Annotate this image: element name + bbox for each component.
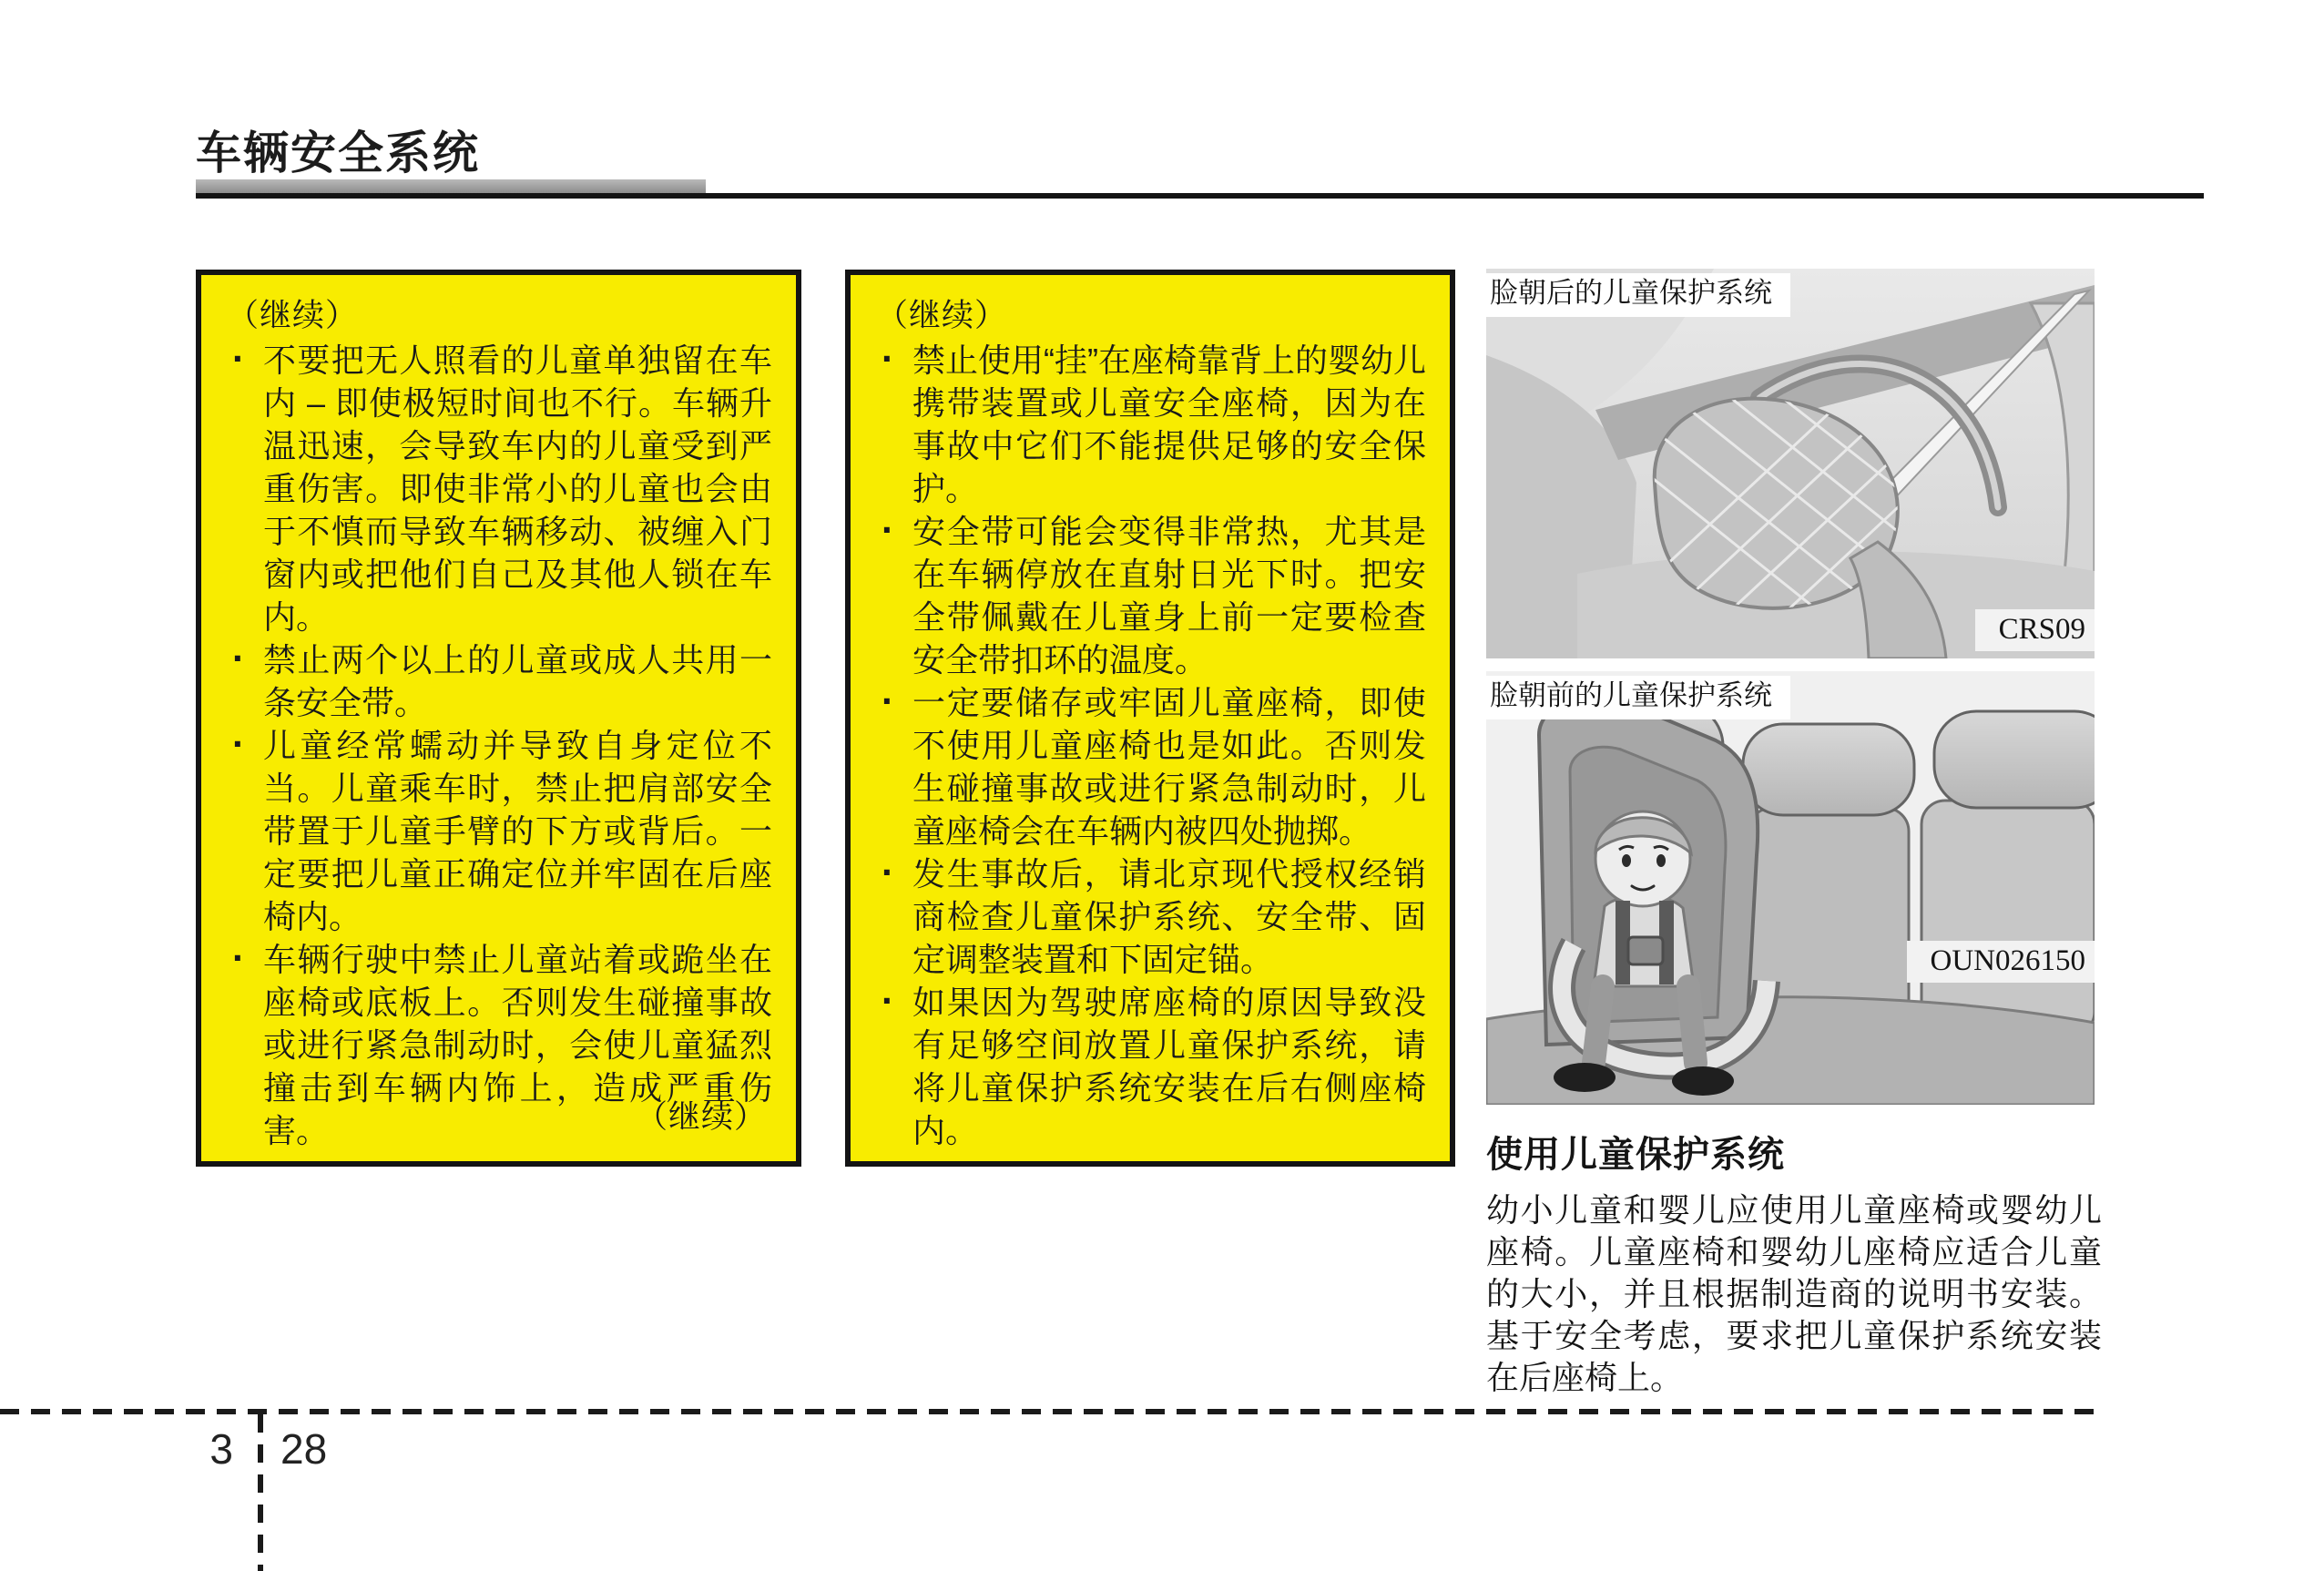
warning1-continued-bottom: （继续） [635, 1099, 767, 1135]
figure-rear-facing-child-seat [1486, 269, 2095, 658]
footer-page-number: 28 [280, 1425, 328, 1473]
warning-item: · 儿童经常蠕动并导致自身定位不当。儿童乘车时，禁止把肩部安全带置于儿童手臂的下方或背后。一定要把儿童正确定位并牢固在后座椅内。 [227, 724, 772, 938]
figure1-code-label: CRS09 [1975, 609, 2095, 651]
warning-box-2 [845, 270, 1455, 1167]
warning2-list [876, 339, 1426, 1152]
figure2-caption: 脸朝前的儿童保护系统 [1486, 676, 1790, 719]
warning-item: · 车辆行驶中禁止儿童站着或跪坐在座椅或底板上。否则发生碰撞事故或进行紧急制动时，会使儿童猛烈撞击到车辆内饰上，造成严重伤害。 [227, 938, 772, 1152]
section-body-text: 幼小儿童和婴儿应使用儿童座椅或婴幼儿座椅。儿童座椅和婴幼儿座椅应适合儿童的大小，并且根据制造商的说明书安装。基于安全考虑，要求把儿童保护系统安装在后座椅上。 [1486, 1191, 2102, 1396]
section-title: 使用儿童保护系统 [1486, 1135, 1785, 1175]
footer-dashed-rule [0, 1409, 2095, 1414]
footer-chapter-number: 3 [209, 1425, 233, 1473]
warning-item: · 发生事故后，请北京现代授权经销商检查儿童保护系统、安全带、固定调整装置和下固定锚。 [876, 852, 1426, 981]
warning-item: · 禁止使用“挂”在座椅靠背上的婴幼儿携带装置或儿童安全座椅，因为在事故中它们不能提供足够的安全保护。 [876, 339, 1426, 510]
warning-item: · 不要把无人照看的儿童单独留在车内 – 即使极短时间也不行。车辆升温迅速，会导致车内的儿童受到严重伤害。即使非常小的儿童也会由于不慎而导致车辆移动、被缠入门窗内或把他们自己及其他人锁在车内。 [227, 339, 772, 638]
figure-forward-facing-child-seat [1486, 671, 2095, 1105]
figure2-code-label: OUN026150 [1907, 941, 2095, 983]
rear-facing-child-seat-illustration [1486, 269, 2095, 658]
footer-vertical-dashed-divider [258, 1414, 263, 1571]
forward-facing-child-seat-illustration [1486, 671, 2095, 1105]
warning1-continued-top: （继续） [227, 298, 359, 333]
warning-item: · 如果因为驾驶席座椅的原因导致没有足够空间放置儿童保护系统，请将儿童保护系统安装在后右侧座椅内。 [876, 981, 1426, 1152]
figure1-caption: 脸朝后的儿童保护系统 [1486, 273, 1790, 317]
warning-box-1 [196, 270, 801, 1167]
title-rule-line [196, 193, 2204, 199]
warning-item: · 安全带可能会变得非常热，尤其是在车辆停放在直射日光下时。把安全带佩戴在儿童身上前一定要检查安全带扣环的温度。 [876, 510, 1426, 681]
warning-item: · 一定要储存或牢固儿童座椅，即使不使用儿童座椅也是如此。否则发生碰撞事故或进行紧急制动时，儿童座椅会在车辆内被四处抛掷。 [876, 681, 1426, 852]
warning2-continued-top: （继续） [876, 298, 1008, 333]
warning1-list [227, 339, 772, 1152]
warning-item: · 禁止两个以上的儿童或成人共用一条安全带。 [227, 638, 772, 724]
title-underline-bar [196, 179, 706, 193]
page-title: 车辆安全系统 [196, 128, 480, 179]
